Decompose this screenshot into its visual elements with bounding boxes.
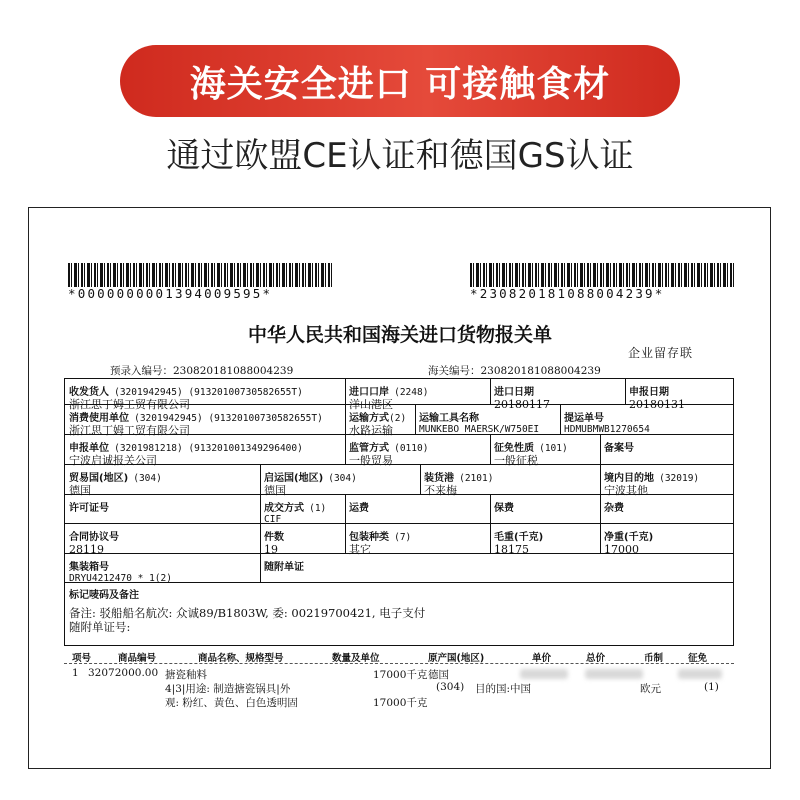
origin-country-value: 德国 — [264, 484, 286, 498]
field-gross — [494, 526, 598, 557]
consignee-code: (3201942945) (91320100730582655T) — [114, 387, 303, 398]
customs-number — [428, 363, 601, 378]
barcode-right-text: *230820181088004239* — [470, 286, 665, 301]
loading-port-value: 不来梅 — [424, 484, 457, 498]
import-date-value: 20180117 — [494, 398, 550, 412]
loading-port-code: (2101) — [459, 473, 494, 484]
consignee-value: 浙江思丁姆工贸有限公司 — [69, 398, 190, 412]
declarant-value: 宁波启诚报关公司 — [69, 454, 157, 468]
record-no-label: 备案号 — [604, 443, 634, 454]
field-vessel — [419, 407, 557, 436]
headline-banner: 海关安全进口 可接触食材 — [120, 45, 680, 117]
customs-number-value: 230820181088004239 — [480, 365, 601, 377]
field-destination — [604, 467, 732, 498]
goods-col-origin: 原产国(地区) — [428, 653, 485, 664]
certification-subtitle: 通过欧盟CE认证和德国GS认证 — [166, 136, 634, 176]
package-value: 其它 — [349, 543, 371, 557]
customs-number-label: 海关编号： — [428, 365, 481, 377]
levy-label: 征免性质 — [494, 443, 534, 454]
goods-quantity-line1: 17000千克 — [373, 669, 428, 681]
goods-currency: 欧元 — [640, 683, 661, 695]
goods-col-name: 商品名称、规格型号 — [198, 653, 284, 664]
field-docs — [264, 556, 724, 574]
barcode-left-text: *0000000001394009595* — [68, 286, 273, 301]
blurred-unit-price — [520, 669, 568, 679]
vessel-value: MUNKEBO MAERSK/W750EI — [419, 424, 540, 436]
field-consumer — [69, 407, 341, 438]
consumer-value: 浙江思丁姆工贸有限公司 — [69, 424, 190, 438]
barcode-left — [68, 263, 333, 287]
field-contract — [69, 526, 257, 557]
vessel-label: 运输工具名称 — [419, 413, 479, 424]
field-bill-no — [564, 407, 729, 436]
port-code: (2248) — [394, 387, 429, 398]
field-transport-mode — [349, 407, 413, 438]
pieces-value: 19 — [264, 543, 278, 557]
insurance-label: 保费 — [494, 503, 514, 514]
goods-name-line2: 4|3|用途: 制造搪瓷锅具|外 — [165, 683, 291, 695]
field-supervision — [349, 437, 487, 468]
port-value: 洋山港区 — [349, 398, 393, 412]
field-remarks — [69, 584, 729, 634]
trade-country-value: 德国 — [69, 484, 91, 498]
barcode-right — [470, 263, 735, 287]
remarks-line2: 随附单证号: — [69, 619, 131, 634]
supervision-code: (0110) — [394, 443, 429, 454]
consumer-code: (3201942945) (91320100730582655T) — [134, 413, 323, 424]
container-value: DRYU4212470 * 1(2) — [69, 573, 172, 585]
document-title: 中华人民共和国海关进口货物报关单 — [247, 324, 552, 346]
field-license — [69, 497, 257, 515]
misc-label: 杂费 — [604, 503, 624, 514]
field-origin-country — [264, 467, 416, 498]
preentry-label: 预录入编号： — [110, 365, 173, 377]
transaction-label: 成交方式 — [264, 503, 304, 514]
license-label: 许可证号 — [69, 503, 109, 514]
package-label: 包装种类 — [349, 532, 389, 543]
origin-country-label: 启运国(地区) — [264, 473, 324, 484]
transport-mode-value: 水路运输 — [349, 424, 393, 438]
preentry-value: 230820181088004239 — [173, 365, 294, 377]
field-net — [604, 526, 729, 557]
destination-value: 宁波其他 — [604, 484, 648, 498]
destination-label: 境内目的地 — [604, 473, 654, 484]
field-misc — [604, 497, 729, 515]
goods-col-total: 总价 — [586, 653, 606, 664]
goods-col-levy: 征免 — [688, 653, 708, 664]
goods-name-line3: 观: 粉红、黄色、白色透明固 — [165, 697, 298, 709]
declarant-code: (3201981218) (913201001349296400) — [114, 443, 303, 454]
levy-code: (101) — [539, 443, 568, 454]
pieces-label: 件数 — [264, 532, 284, 543]
transaction-code: (1) — [309, 503, 327, 514]
supervision-value: 一般贸易 — [349, 454, 393, 468]
goods-col-index: 项号 — [72, 653, 92, 664]
levy-value: 一般征税 — [494, 454, 538, 468]
package-code: (7) — [394, 532, 412, 543]
preentry-number — [110, 363, 293, 378]
declare-date-value: 20180131 — [629, 398, 685, 412]
net-value: 17000 — [604, 543, 639, 557]
field-pieces — [264, 526, 342, 557]
field-package — [349, 526, 487, 557]
field-insurance — [494, 497, 598, 515]
contract-value: 28119 — [69, 543, 104, 557]
goods-origin-code: (304) — [436, 681, 465, 693]
consignee-label: 收发货人 — [69, 387, 109, 398]
declaration-form-grid — [64, 378, 734, 646]
field-loading-port — [424, 467, 596, 498]
field-container — [69, 556, 257, 585]
goods-table-header — [64, 650, 734, 664]
trade-country-code: (304) — [133, 473, 162, 484]
gross-value: 18175 — [494, 543, 529, 557]
field-transaction — [264, 497, 342, 526]
goods-destination: 目的国:中国 — [475, 683, 532, 695]
supervision-label: 监管方式 — [349, 443, 389, 454]
goods-code: 32072000.00 — [88, 667, 159, 679]
container-label: 集装箱号 — [69, 562, 109, 573]
bill-no-label: 提运单号 — [564, 413, 604, 424]
field-record-no — [604, 437, 729, 455]
goods-col-code: 商品编号 — [118, 653, 157, 664]
declare-date-label: 申报日期 — [629, 387, 669, 398]
goods-quantity-line3: 17000千克 — [373, 697, 428, 709]
port-label: 进口口岸 — [349, 387, 389, 398]
goods-col-quantity: 数量及单位 — [332, 653, 380, 664]
consumer-label: 消费使用单位 — [69, 413, 129, 424]
goods-origin: 德国 — [428, 669, 449, 681]
loading-port-label: 装货港 — [424, 473, 454, 484]
field-freight — [349, 497, 487, 515]
field-levy — [494, 437, 598, 468]
goods-col-currency: 币制 — [644, 653, 664, 664]
bill-no-value: HDMUBMWB1270654 — [564, 424, 650, 436]
field-declarant — [69, 437, 341, 468]
origin-country-code: (304) — [328, 473, 357, 484]
declarant-label: 申报单位 — [69, 443, 109, 454]
contract-label: 合同协议号 — [69, 532, 119, 543]
goods-col-unit-price: 单价 — [532, 653, 552, 664]
import-date-label: 进口日期 — [494, 387, 534, 398]
freight-label: 运费 — [349, 503, 369, 514]
remarks-line1: 备注: 驳船船名航次: 众诚89/B1803W, 委: 00219700421, 电子支付 — [69, 606, 426, 621]
copy-label: 企业留存联 — [628, 346, 694, 360]
blurred-total-price — [585, 669, 643, 679]
transaction-value: CIF — [264, 514, 282, 526]
transport-mode-code: (2) — [389, 413, 407, 424]
gross-label: 毛重(千克) — [494, 532, 544, 543]
transport-mode-label: 运输方式 — [349, 413, 389, 424]
docs-label: 随附单证 — [264, 562, 304, 573]
goods-name-line1: 搪瓷釉料 — [165, 669, 207, 681]
net-label: 净重(千克) — [604, 532, 654, 543]
destination-code: (32019) — [659, 473, 700, 484]
trade-country-label: 贸易国(地区) — [69, 473, 129, 484]
remarks-label: 标记唛码及备注 — [69, 590, 139, 601]
field-trade-country — [69, 467, 257, 498]
goods-levy: (1) — [704, 681, 719, 693]
goods-index: 1 — [72, 667, 79, 679]
blurred-levy-area — [678, 669, 722, 679]
goods-divider — [64, 663, 734, 664]
